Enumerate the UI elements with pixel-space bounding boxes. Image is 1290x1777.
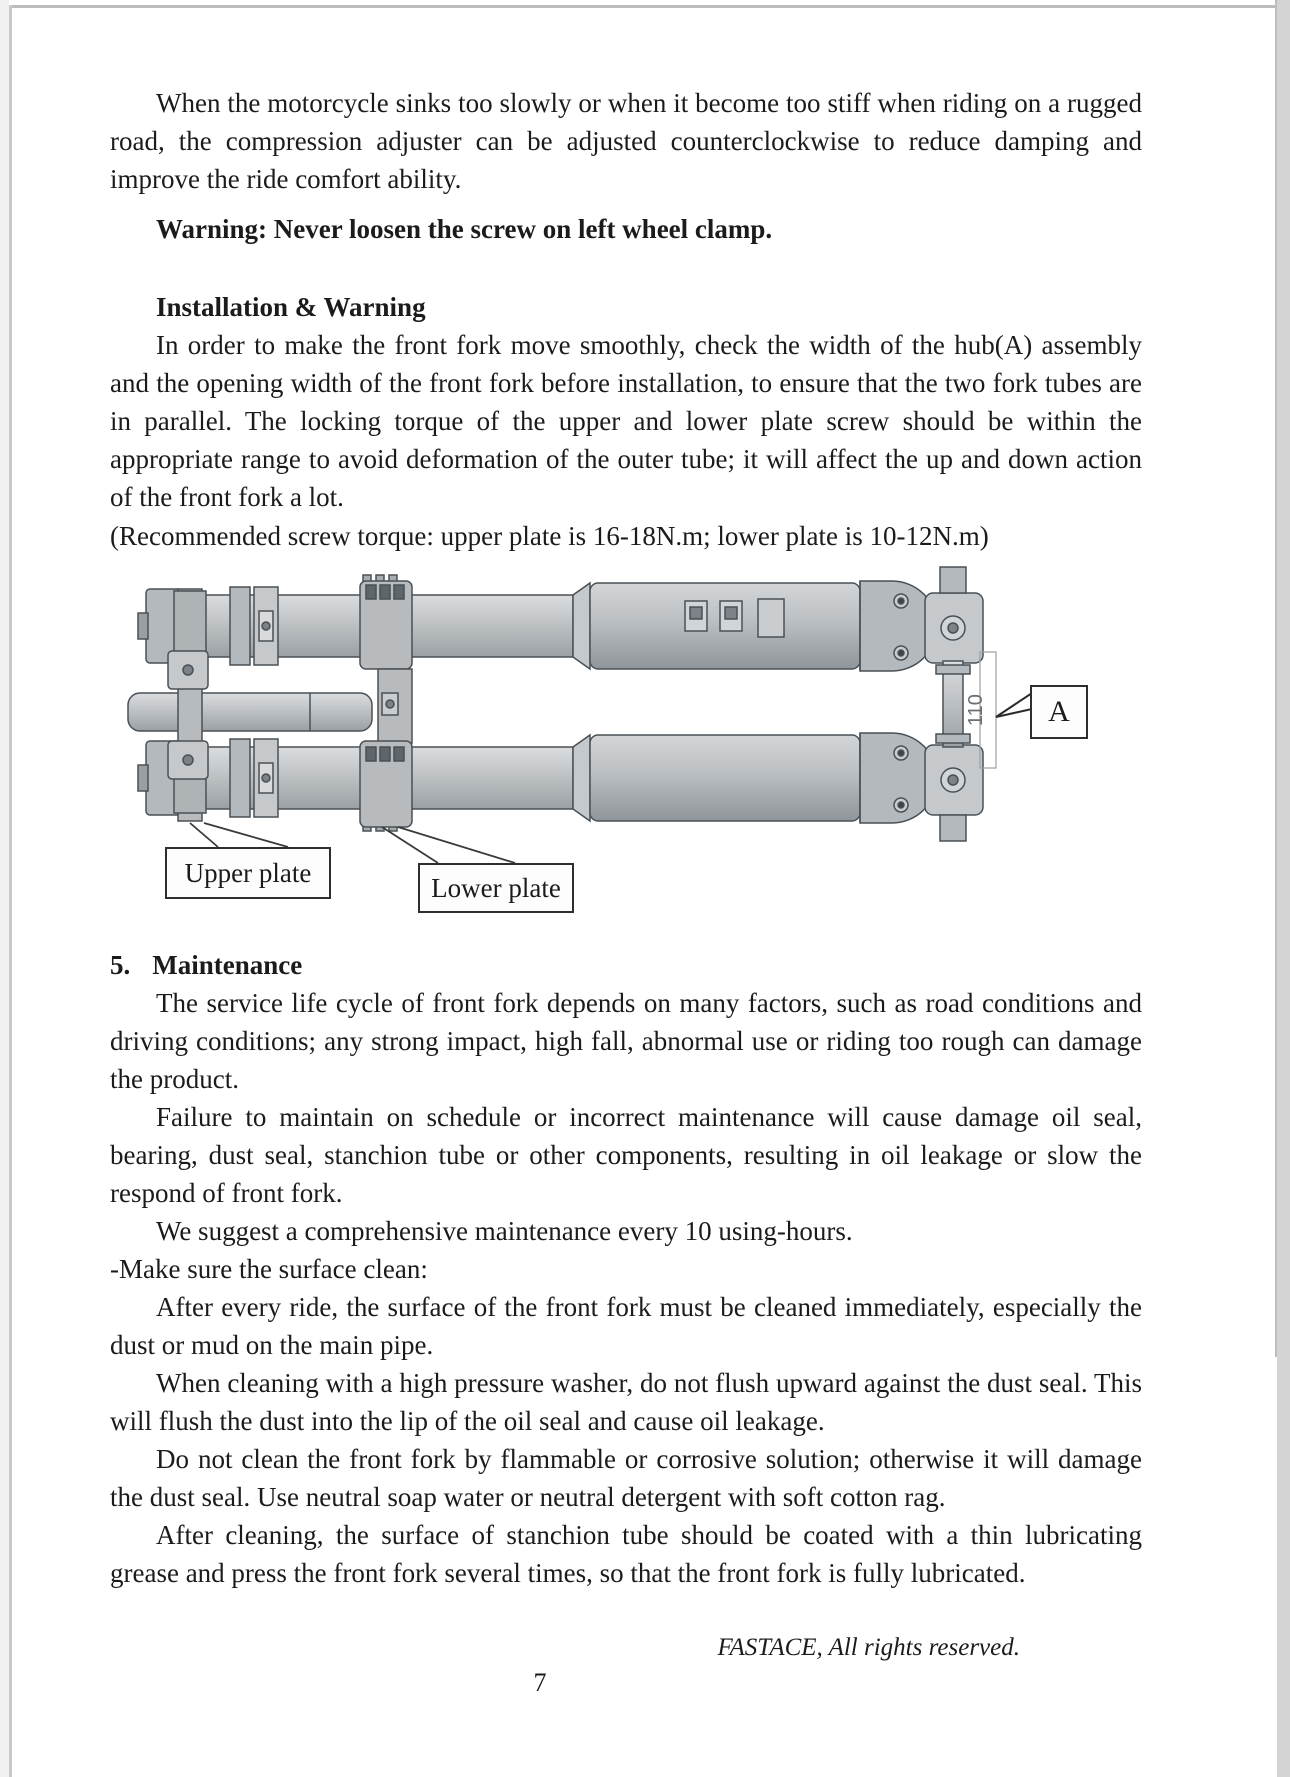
installation-heading: Installation & Warning [156, 292, 426, 322]
intro-paragraph: When the motorcycle sinks too slowly or when it become too stiff when riding on a rugged road, the compression adjuster can be adjusted counterclockwise to reduce damping and improve the ride comfort ability. [110, 88, 1142, 194]
page-edge-right-line [1275, 0, 1277, 1357]
steering-stem [128, 693, 372, 731]
page-edge-right [1277, 0, 1290, 1777]
maintenance-heading-row [110, 946, 1142, 984]
surface-clean-heading: -Make sure the surface clean: [110, 1254, 428, 1284]
warning-line: Warning: Never loosen the screw on left wheel clamp. [156, 214, 773, 244]
torque-note: (Recommended screw torque: upper plate is 16-18N.m; lower plate is 10-12N.m) [110, 521, 989, 551]
copyright-footer: FASTACE, All rights reserved. [717, 1634, 1020, 1661]
maintenance-paragraph-1: The service life cycle of front fork depends on many factors, such as road conditions and driving conditions; any strong impact, high fall, abnormal use or riding too rough can damage the product. [110, 988, 1142, 1094]
clean-paragraph-3: Do not clean the front fork by flammable or corrosive solution; otherwise it will damage the dust seal. Use neutral soap water or neutral detergent with soft cotton rag. [110, 1444, 1142, 1512]
installation-paragraph: In order to make the front fork move smoothly, check the width of the hub(A) assembly and the opening width of the front fork before installation, to ensure that the two fork tubes are in parallel. The locking torque of the upper and lower plate screw should be within the appropriate range to avoid deformation of the outer tube; it will affect the up and down action of the front fork a lot. [110, 330, 1142, 512]
upper-plate-label: Upper plate [165, 847, 331, 899]
page-number: 7 [533, 1668, 547, 1697]
lower-plate-label: Lower plate [418, 863, 574, 913]
maintenance-paragraph-2: Failure to maintain on schedule or incorrect maintenance will cause damage oil seal, bearing, dust seal, stanchion tube or other components, resulting in oil leakage or slow the respond of front fork. [110, 1102, 1142, 1208]
bottom-fork-leg [138, 733, 983, 841]
page-edge-top [10, 5, 1276, 8]
maintenance-heading: Maintenance [152, 950, 303, 980]
dimension-110-text: 110 [965, 694, 987, 726]
front-fork-diagram [120, 525, 1110, 925]
callout-a-label: A [1030, 685, 1088, 739]
clean-paragraph-2: When cleaning with a high pressure washer, do not flush upward against the dust seal. This will flush the dust into the lip of the oil seal and cause oil leakage. [110, 1368, 1142, 1436]
page-edge-left-outer [0, 0, 9, 1777]
clean-paragraph-4: After cleaning, the surface of stanchion tube should be coated with a thin lubricating grease and press the front fork several times, so that the front fork is fully lubricated. [110, 1520, 1142, 1588]
clean-paragraph-1: After every ride, the surface of the front fork must be cleaned immediately, especially the dust or mud on the main pipe. [110, 1292, 1142, 1360]
page-edge-left [9, 5, 12, 1777]
maintenance-section-number: 5. [110, 950, 131, 980]
maintenance-paragraph-3: We suggest a comprehensive maintenance every 10 using-hours. [156, 1216, 853, 1246]
callout-a-leader [996, 693, 1032, 717]
top-fork-leg [138, 567, 983, 671]
